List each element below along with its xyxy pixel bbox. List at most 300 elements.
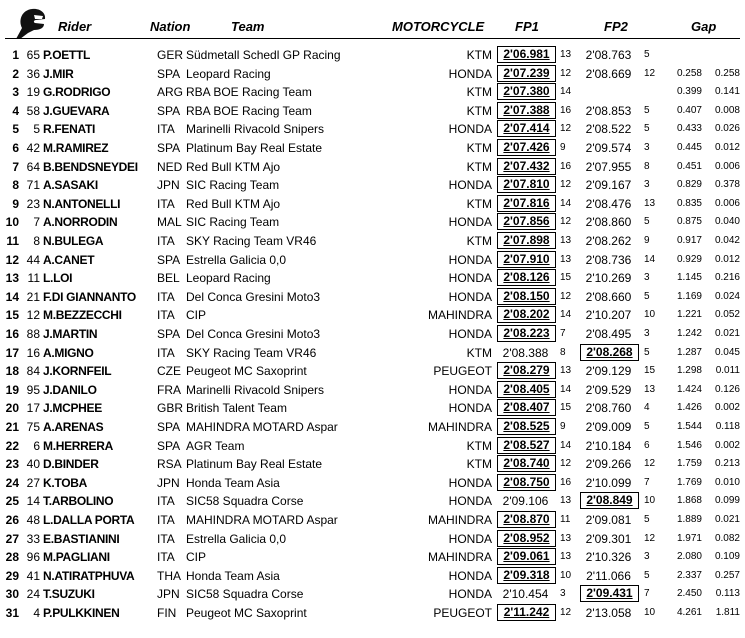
- fp2-time: 2'08.262: [585, 234, 632, 248]
- fp1-time: 2'08.952: [497, 530, 556, 547]
- col-gap-header: Gap: [691, 19, 717, 34]
- gap-to-leader: 0.433: [676, 123, 702, 135]
- gap-to-previous: 0.012: [714, 253, 740, 265]
- table-row: [0, 158, 745, 176]
- gap-to-leader: 1.242: [676, 328, 702, 339]
- fp2-time: 2'10.326: [585, 550, 632, 565]
- fp2-laps: 10: [644, 495, 656, 507]
- team-name: Südmetall Schedl GP Racing: [186, 48, 341, 62]
- fp1-time: 2'08.223: [497, 325, 556, 342]
- fp2-time: 2'11.066: [586, 568, 631, 583]
- position: 3: [12, 85, 19, 100]
- gap-to-previous: 0.010: [714, 476, 740, 488]
- rider-number: 71: [26, 178, 40, 193]
- fp1-laps: 15: [560, 272, 572, 284]
- fp1-time: 2'07.898: [497, 232, 556, 249]
- team-name: British Talent Team: [186, 401, 287, 416]
- fp1-time: 2'07.432: [497, 158, 556, 175]
- rider-number: 65: [26, 48, 40, 62]
- rider-name: D.BINDER: [43, 457, 99, 472]
- fp1-laps: 12: [560, 216, 572, 228]
- fp2-time: 2'09.574: [585, 141, 632, 155]
- fp1-time: 2'09.318: [497, 567, 556, 584]
- team-name: Red Bull KTM Ajo: [186, 159, 281, 174]
- table-row: [0, 437, 745, 455]
- fp1-time: 2'07.426: [497, 139, 556, 156]
- nation: SPA: [157, 420, 181, 434]
- gap-to-previous: 0.021: [714, 514, 740, 525]
- fp1-time: 2'08.527: [497, 437, 556, 454]
- fp2-time: 2'10.207: [585, 308, 632, 323]
- team-name: Peugeot MC Saxoprint: [186, 606, 307, 620]
- nation: SPA: [157, 438, 181, 453]
- fp1-laps: 14: [560, 439, 572, 451]
- rider-name: J.MARTIN: [43, 327, 98, 341]
- nation: GBR: [157, 401, 184, 416]
- motorcycle: KTM: [466, 438, 492, 453]
- motorcycle: KTM: [466, 48, 492, 62]
- rider-name: J.MIR: [43, 66, 74, 81]
- table-row: [0, 306, 745, 324]
- nation: SPA: [157, 327, 181, 341]
- table-row: [0, 176, 745, 194]
- fp2-laps: 5: [644, 290, 650, 302]
- motorcycle: HONDA: [448, 122, 492, 137]
- nation: ITA: [157, 531, 175, 546]
- rider-name: A.MIGNO: [43, 345, 94, 360]
- gap-to-leader: 1.287: [676, 346, 702, 358]
- motorcycle: HONDA: [448, 568, 492, 583]
- nation: ITA: [157, 196, 175, 211]
- gap-to-leader: 0.451: [676, 160, 702, 172]
- fp1-laps: 13: [560, 235, 572, 246]
- team-name: Honda Team Asia: [186, 568, 280, 583]
- fp2-laps: 9: [644, 235, 650, 246]
- fp1-laps: 14: [560, 309, 572, 321]
- gap-to-previous: 0.040: [714, 216, 740, 228]
- gap-to-previous: 0.002: [714, 439, 740, 451]
- fp2-time: 2'08.522: [585, 122, 632, 137]
- position: 27: [5, 531, 19, 546]
- fp1-laps: 14: [560, 197, 572, 209]
- table-row: [0, 120, 745, 138]
- nation: BEL: [157, 271, 180, 286]
- gap-to-leader: 0.407: [676, 104, 702, 116]
- fp1-laps: 9: [560, 142, 566, 153]
- rider-number: 96: [26, 550, 40, 565]
- fp1-laps: 16: [560, 104, 572, 116]
- team-name: Del Conca Gresini Moto3: [186, 327, 321, 341]
- table-row: [0, 567, 745, 585]
- fp1-laps: 16: [560, 476, 572, 488]
- position: 5: [12, 122, 19, 137]
- table-row: [0, 46, 745, 64]
- gap-to-leader: 1.221: [676, 309, 702, 321]
- col-motorcycle-header: MOTORCYCLE: [392, 19, 485, 34]
- fp1-time: 2'08.405: [497, 381, 556, 398]
- table-row: [0, 455, 745, 473]
- fp2-laps: 12: [644, 67, 656, 79]
- fp2-laps: 12: [644, 532, 656, 544]
- team-name: Platinum Bay Real Estate: [186, 457, 323, 472]
- team-name: RBA BOE Racing Team: [186, 85, 312, 100]
- nation: SPA: [157, 252, 181, 267]
- team-name: AGR Team: [186, 438, 245, 453]
- fp1-time: 2'07.239: [497, 65, 556, 82]
- rider-number: 17: [26, 401, 40, 416]
- motorcycle: HONDA: [448, 252, 492, 267]
- rider-name: A.CANET: [43, 252, 95, 267]
- fp1-laps: 13: [560, 365, 572, 377]
- team-name: Peugeot MC Saxoprint: [186, 364, 307, 379]
- fp2-time: 2'09.129: [585, 364, 632, 379]
- nation: ITA: [157, 550, 175, 565]
- position: 25: [5, 494, 19, 509]
- team-name: Platinum Bay Real Estate: [186, 141, 323, 155]
- rider-name: T.ARBOLINO: [43, 494, 114, 509]
- rider-number: 88: [26, 327, 40, 341]
- gap-to-previous: 0.011: [715, 365, 740, 377]
- gap-to-previous: 0.006: [714, 160, 740, 172]
- nation: ITA: [157, 308, 175, 323]
- fp2-time: 2'08.853: [585, 103, 632, 118]
- position: 30: [5, 587, 19, 602]
- motorcycle: KTM: [466, 457, 492, 472]
- fp2-laps: 3: [644, 179, 650, 191]
- fp1-time: 2'07.816: [497, 195, 556, 212]
- fp1-time: 2'07.380: [497, 83, 556, 100]
- fp1-time: 2'08.126: [497, 269, 556, 286]
- fp1-time: 2'08.407: [497, 399, 556, 416]
- rider-number: 48: [26, 513, 40, 527]
- fp1-time: 2'07.388: [497, 102, 556, 119]
- fp2-laps: 14: [644, 253, 656, 265]
- position: 31: [5, 606, 19, 620]
- rider-name: J.GUEVARA: [43, 103, 110, 118]
- table-row: [0, 548, 745, 566]
- rider-name: E.BASTIANINI: [43, 531, 120, 546]
- fp2-laps: 5: [644, 123, 650, 135]
- position: 15: [5, 308, 19, 323]
- fp2-time: 2'08.860: [585, 215, 632, 230]
- nation: RSA: [157, 457, 182, 472]
- gap-to-leader: 0.835: [676, 197, 702, 209]
- fp1-laps: 12: [560, 179, 572, 191]
- header-divider: [5, 38, 740, 39]
- team-name: Red Bull KTM Ajo: [186, 196, 281, 211]
- rider-name: N.ATIRATPHUVA: [43, 568, 135, 583]
- position: 18: [5, 364, 19, 379]
- rider-name: A.NORRODIN: [43, 215, 118, 230]
- table-row: [0, 251, 745, 269]
- fp2-time: 2'08.760: [585, 401, 632, 416]
- fp2-laps: 13: [644, 383, 656, 395]
- rider-name: N.ANTONELLI: [43, 196, 121, 211]
- position: 23: [5, 457, 19, 472]
- gap-to-previous: 0.378: [714, 179, 740, 191]
- fp2-laps: 5: [644, 49, 650, 60]
- motorcycle: KTM: [466, 141, 492, 155]
- gap-to-leader: 1.544: [676, 421, 702, 432]
- fp2-time: 2'09.301: [585, 531, 632, 546]
- table-row: [0, 232, 745, 250]
- team-name: SKY Racing Team VR46: [186, 234, 317, 248]
- motorcycle: MAHINDRA: [427, 420, 492, 434]
- gap-to-leader: 1.298: [676, 365, 702, 377]
- nation: SPA: [157, 141, 181, 155]
- rider-number: 8: [33, 234, 40, 248]
- team-name: Marinelli Rivacold Snipers: [186, 122, 325, 137]
- fp2-laps: 7: [644, 588, 650, 600]
- team-name: Honda Team Asia: [186, 475, 280, 490]
- col-nation-header: Nation: [150, 19, 191, 34]
- rider-number: 5: [33, 122, 40, 137]
- fp1-time: 2'11.242: [497, 604, 556, 621]
- team-name: SIC58 Squadra Corse: [186, 587, 304, 602]
- motorcycle: MAHINDRA: [427, 513, 492, 527]
- team-name: CIP: [186, 550, 207, 565]
- fp1-laps: 12: [560, 607, 572, 618]
- nation: ITA: [157, 122, 175, 137]
- col-team-header: Team: [231, 19, 265, 34]
- gap-to-leader: 1.769: [676, 476, 702, 488]
- rider-number: 36: [26, 66, 40, 81]
- fp2-time: 2'09.529: [585, 382, 632, 397]
- nation: FRA: [157, 382, 181, 397]
- fp2-laps: 3: [644, 328, 650, 339]
- gap-to-leader: 1.889: [676, 514, 702, 525]
- team-name: Leopard Racing: [186, 271, 271, 286]
- team-name: CIP: [186, 308, 207, 323]
- position: 7: [12, 159, 19, 174]
- team-name: Estrella Galicia 0,0: [186, 531, 287, 546]
- rider-name: A.ARENAS: [43, 420, 104, 434]
- fp1-laps: 14: [560, 383, 572, 395]
- gap-to-previous: 0.258: [714, 67, 740, 79]
- fp1-laps: 12: [560, 290, 572, 302]
- motorcycle: KTM: [466, 103, 492, 118]
- rider-number: 41: [26, 568, 40, 583]
- table-row: [0, 381, 745, 399]
- team-name: RBA BOE Racing Team: [186, 103, 312, 118]
- table-row: [0, 418, 745, 436]
- nation: ITA: [157, 234, 175, 248]
- table-row: [0, 269, 745, 287]
- rider-name: P.PULKKINEN: [43, 606, 120, 620]
- motorcycle: HONDA: [448, 327, 492, 341]
- fp1-time: 2'10.454: [502, 587, 549, 602]
- motorcycle: KTM: [466, 234, 492, 248]
- gap-to-leader: 1.868: [676, 495, 702, 507]
- fp2-laps: 5: [644, 514, 650, 525]
- fp2-laps: 8: [644, 160, 650, 172]
- fp2-laps: 5: [644, 216, 650, 228]
- position: 26: [5, 513, 19, 527]
- motorcycle: KTM: [466, 345, 492, 360]
- gap-to-leader: 0.829: [676, 179, 702, 191]
- position: 29: [5, 568, 19, 583]
- fp2-laps: 5: [644, 104, 650, 116]
- rider-name: M.BEZZECCHI: [43, 308, 122, 323]
- fp1-laps: 3: [560, 588, 566, 600]
- position: 10: [5, 215, 19, 230]
- motorcycle: HONDA: [448, 475, 492, 490]
- nation: THA: [157, 568, 181, 583]
- rider-number: 7: [33, 215, 40, 230]
- rider-number: 4: [33, 606, 40, 620]
- fp2-time: 2'08.660: [585, 289, 632, 304]
- fp2-time: 2'10.184: [585, 438, 632, 453]
- gap-to-leader: 0.917: [676, 235, 702, 246]
- fp1-laps: 16: [560, 160, 572, 172]
- gap-to-previous: 0.109: [714, 551, 740, 563]
- rider-number: 19: [26, 85, 40, 100]
- fp1-time: 2'08.750: [497, 474, 556, 491]
- fp2-laps: 3: [644, 142, 650, 153]
- rider-number: 16: [26, 345, 40, 360]
- rider-number: 24: [26, 587, 40, 602]
- rider-number: 84: [26, 364, 40, 379]
- nation: JPN: [157, 178, 180, 193]
- gap-to-previous: 0.024: [714, 290, 740, 302]
- fp1-laps: 12: [560, 458, 572, 470]
- gap-to-previous: 0.008: [714, 104, 740, 116]
- motorcycle: HONDA: [448, 382, 492, 397]
- col-rider-header: Rider: [58, 19, 92, 34]
- fp1-laps: 10: [560, 569, 572, 581]
- rider-number: 14: [26, 494, 40, 509]
- team-name: MAHINDRA MOTARD Aspar: [186, 513, 338, 527]
- rider-number: 42: [26, 141, 40, 155]
- table-row: [0, 195, 745, 213]
- position: 6: [12, 141, 19, 155]
- table-row: [0, 585, 745, 603]
- gap-to-previous: 0.002: [714, 402, 740, 414]
- fp2-time: 2'07.955: [585, 159, 632, 174]
- fp2-time: 2'08.736: [585, 252, 632, 267]
- fp2-time: 2'10.269: [585, 271, 632, 286]
- position: 14: [5, 289, 19, 304]
- position: 9: [12, 196, 19, 211]
- nation: ITA: [157, 494, 175, 509]
- rider-name: F.DI GIANNANTO: [43, 289, 136, 304]
- motorcycle: KTM: [466, 196, 492, 211]
- position: 16: [5, 327, 19, 341]
- rider-name: G.RODRIGO: [43, 85, 111, 100]
- team-name: MAHINDRA MOTARD Aspar: [186, 420, 338, 434]
- table-row: [0, 492, 745, 510]
- gap-to-previous: 0.113: [715, 588, 740, 600]
- table-row: [0, 511, 745, 529]
- gap-to-leader: 1.546: [676, 439, 702, 451]
- team-name: Marinelli Rivacold Snipers: [186, 382, 325, 397]
- nation: GER: [157, 48, 184, 62]
- motorcycle: HONDA: [448, 401, 492, 416]
- gap-to-previous: 0.213: [714, 458, 740, 470]
- nation: JPN: [157, 475, 180, 490]
- table-row: [0, 102, 745, 120]
- nation: CZE: [157, 364, 181, 379]
- fp1-laps: 15: [560, 402, 572, 414]
- fp1-time: 2'08.525: [497, 418, 556, 435]
- rider-name: L.DALLA PORTA: [43, 513, 135, 527]
- motorcycle: MAHINDRA: [427, 308, 492, 323]
- nation: ITA: [157, 345, 175, 360]
- gap-to-previous: 0.012: [714, 142, 740, 153]
- gap-to-previous: 0.099: [714, 495, 740, 507]
- fp1-laps: 12: [560, 67, 572, 79]
- position: 20: [5, 401, 19, 416]
- rider-number: 12: [26, 308, 40, 323]
- motorcycle: KTM: [466, 159, 492, 174]
- rider-number: 33: [26, 531, 40, 546]
- table-row: [0, 139, 745, 157]
- gap-to-leader: 2.450: [676, 588, 702, 600]
- team-name: Leopard Racing: [186, 66, 271, 81]
- position: 22: [5, 438, 19, 453]
- fp2-time: 2'08.495: [585, 327, 632, 341]
- fp1-time: 2'09.106: [502, 494, 549, 509]
- rider-number: 11: [27, 271, 40, 286]
- table-row: [0, 65, 745, 83]
- fp2-time: 2'09.081: [585, 513, 632, 527]
- position: 4: [12, 103, 19, 118]
- fp1-laps: 14: [560, 86, 572, 98]
- gap-to-leader: 1.169: [676, 290, 702, 302]
- fp2-laps: 12: [644, 458, 656, 470]
- fp2-time: 2'08.669: [585, 66, 632, 81]
- fp2-laps: 5: [644, 346, 650, 358]
- motorcycle: PEUGEOT: [433, 606, 492, 620]
- fp1-time: 2'07.414: [497, 120, 556, 137]
- table-row: [0, 362, 745, 380]
- table-row: [0, 325, 745, 343]
- fp2-time: 2'09.167: [585, 178, 632, 193]
- rider-name: M.HERRERA: [43, 438, 113, 453]
- gap-to-previous: 0.141: [714, 86, 740, 98]
- fp2-laps: 7: [644, 476, 650, 488]
- fp2-laps: 15: [644, 365, 656, 377]
- motorcycle: HONDA: [448, 215, 492, 230]
- fp2-time: 2'10.099: [585, 475, 632, 490]
- nation: ITA: [157, 513, 175, 527]
- position: 21: [5, 420, 19, 434]
- motorcycle: HONDA: [448, 66, 492, 81]
- team-name: Del Conca Gresini Moto3: [186, 289, 321, 304]
- rider-number: 6: [33, 438, 40, 453]
- fp2-time: 2'08.849: [580, 492, 639, 509]
- motorcycle: HONDA: [448, 289, 492, 304]
- motorcycle: PEUGEOT: [433, 364, 492, 379]
- rider-name: B.BENDSNEYDEI: [43, 159, 138, 174]
- fp2-laps: 6: [644, 439, 650, 451]
- fp2-laps: 5: [644, 421, 650, 432]
- gap-to-previous: 0.045: [714, 346, 740, 358]
- fp2-time: 2'13.058: [585, 606, 632, 620]
- fp1-laps: 11: [560, 514, 571, 525]
- rider-name: J.DANILO: [43, 382, 97, 397]
- table-header: [0, 0, 745, 40]
- gap-to-previous: 0.021: [714, 328, 740, 339]
- gap-to-leader: 1.759: [676, 458, 702, 470]
- nation: ARG: [157, 85, 184, 100]
- col-fp2-header: FP2: [604, 19, 628, 34]
- gap-to-leader: 0.399: [676, 86, 702, 98]
- motorcycle: HONDA: [448, 494, 492, 509]
- fp1-laps: 13: [560, 49, 572, 60]
- motorcycle: HONDA: [448, 531, 492, 546]
- table-row: [0, 83, 745, 101]
